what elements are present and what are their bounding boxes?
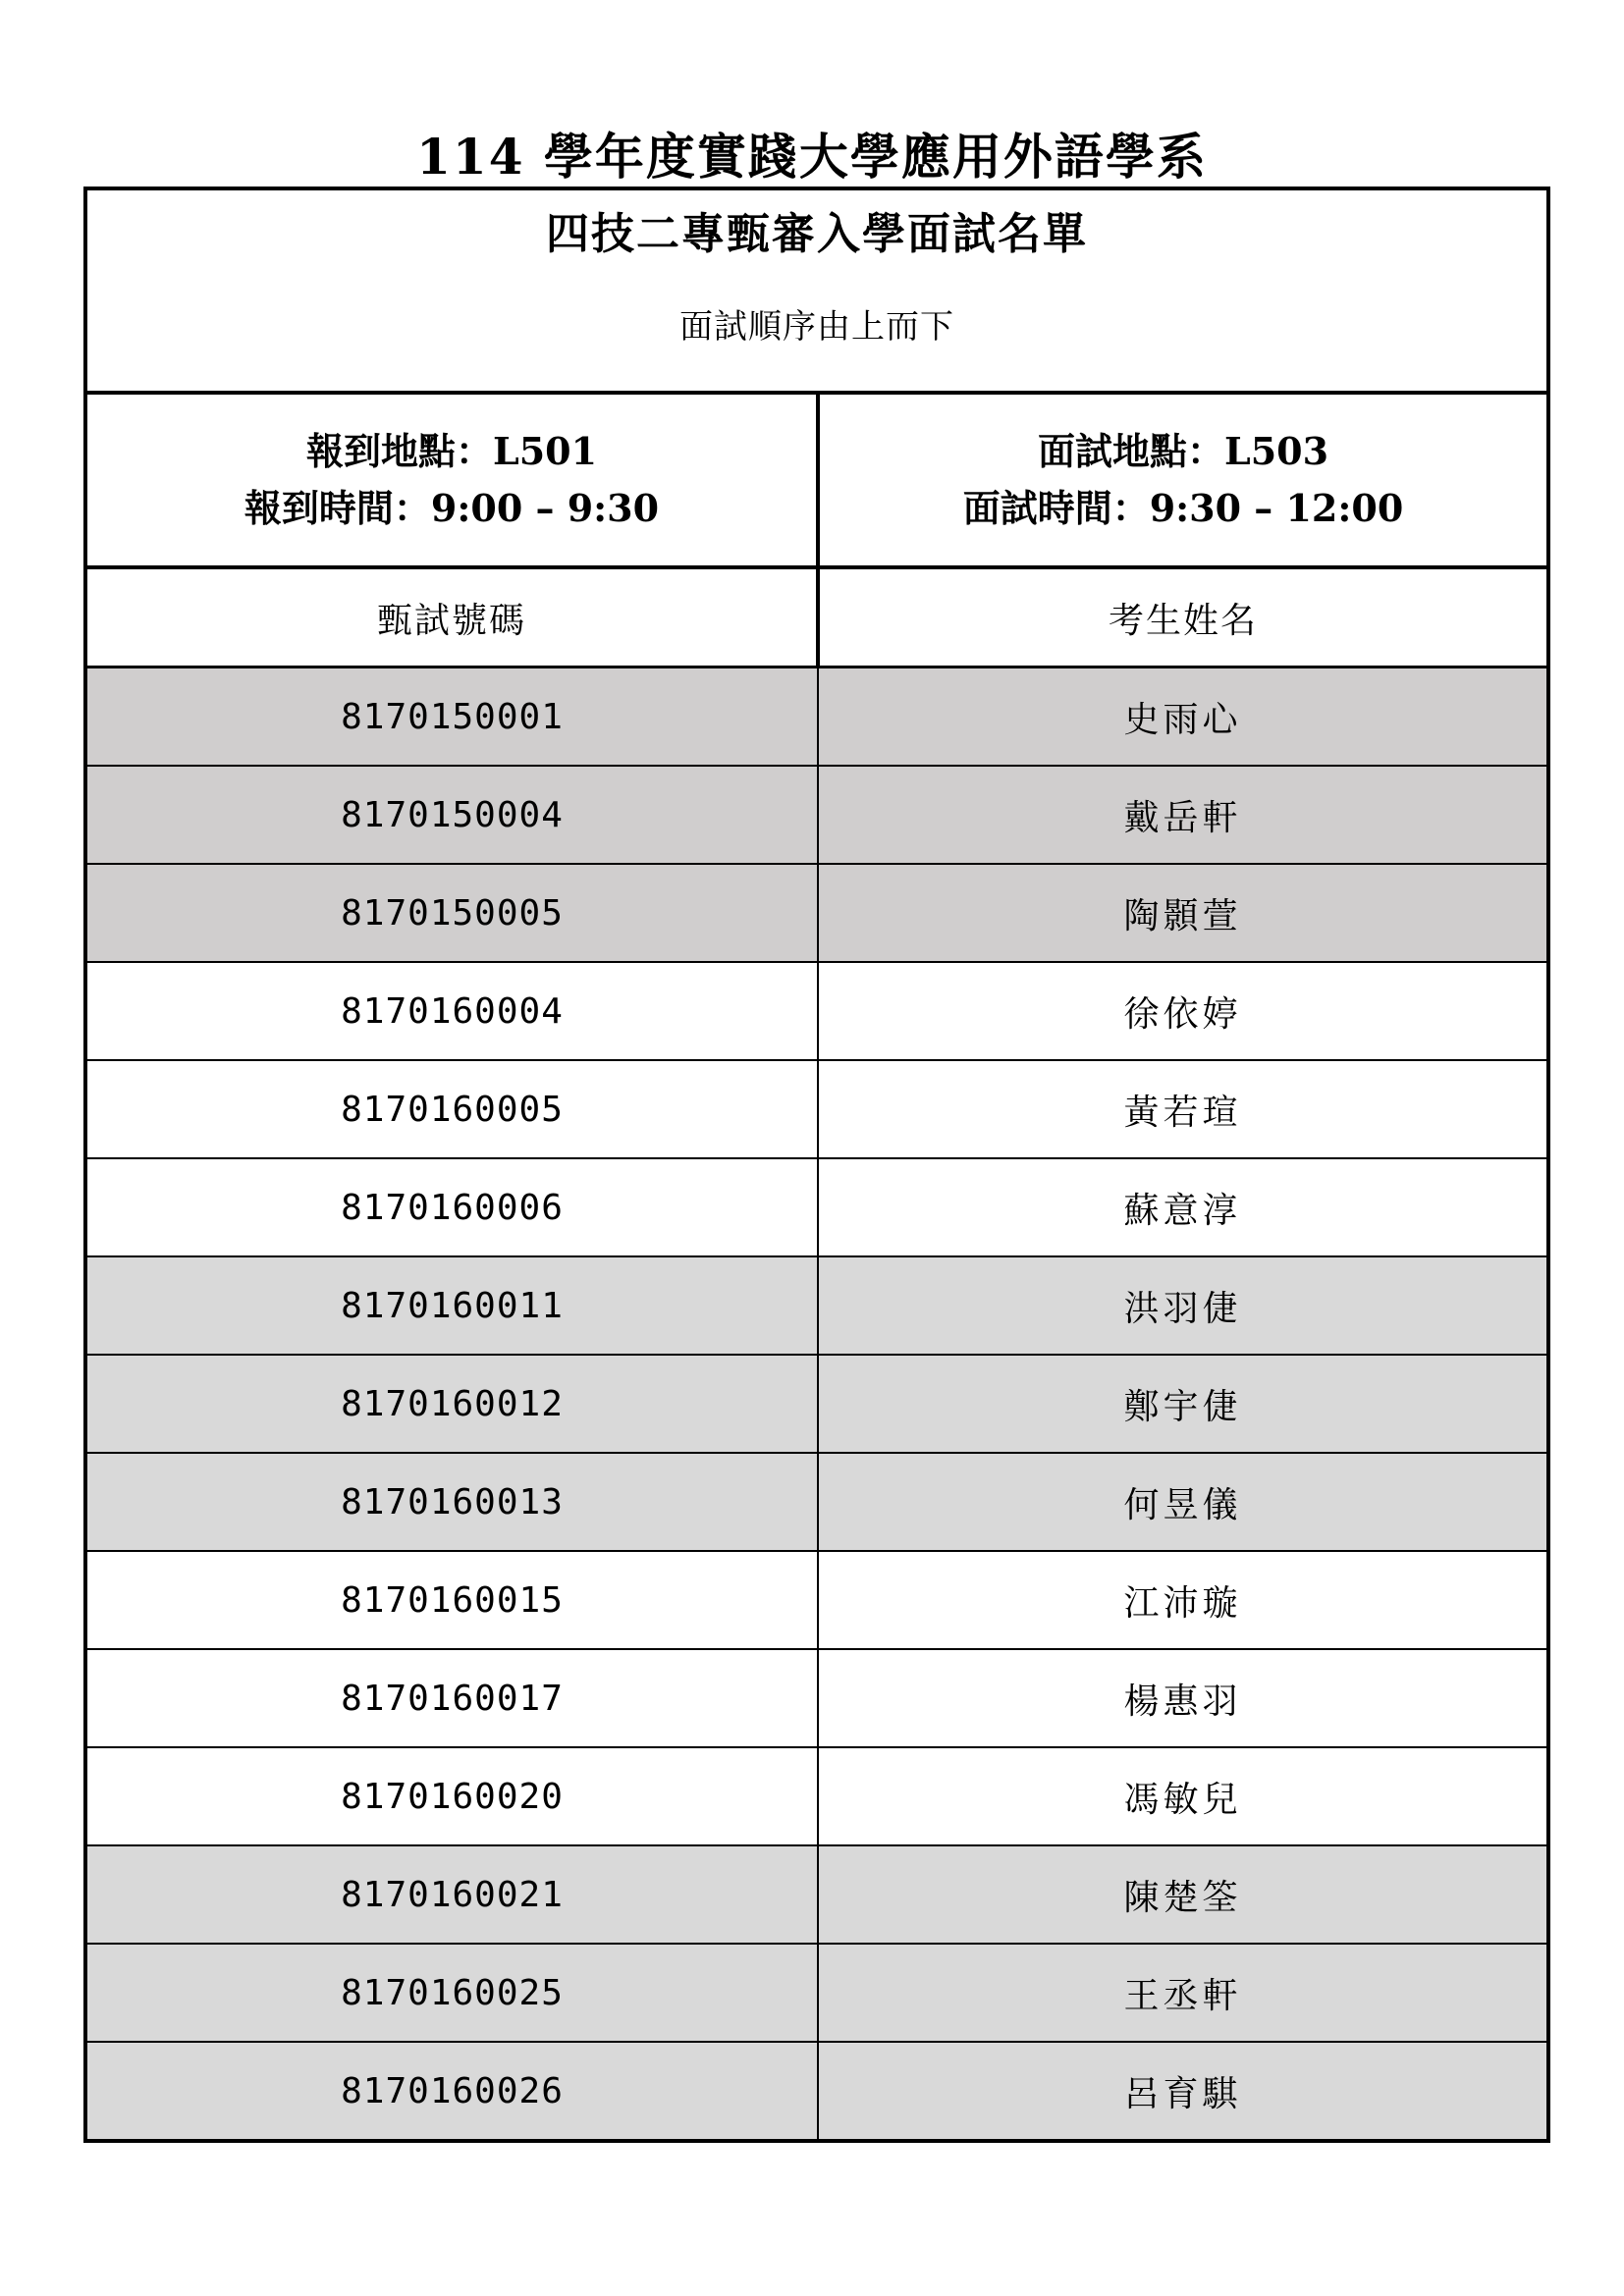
- applicant-name: 陳楚筌: [818, 1845, 1546, 1944]
- table-row: [87, 1944, 1546, 2042]
- applicant-id: 8170160006: [87, 1158, 818, 1256]
- applicant-name: 江沛璇: [818, 1551, 1546, 1649]
- checkin-info: [87, 393, 818, 567]
- table-row: [87, 1355, 1546, 1453]
- applicant-id: 8170160015: [87, 1551, 818, 1649]
- applicant-name: 蘇意淳: [818, 1158, 1546, 1256]
- document-subtitle: 四技二專甄審入學面試名單: [546, 209, 1088, 259]
- applicant-name: 王丞軒: [818, 1944, 1546, 2042]
- applicant-name: 呂育騏: [818, 2042, 1546, 2139]
- page-title: 114 學年度實踐大學應用外語學系: [416, 128, 1208, 186]
- table-row: [87, 1256, 1546, 1355]
- table-row: [87, 1649, 1546, 1747]
- applicant-id: 8170150004: [87, 766, 818, 864]
- column-header-name: 考生姓名: [818, 567, 1546, 667]
- table-row: [87, 1747, 1546, 1845]
- applicant-name: 何昱儀: [818, 1453, 1546, 1551]
- applicant-id: 8170150001: [87, 667, 818, 767]
- table-row: [87, 766, 1546, 864]
- table-row: [87, 1060, 1546, 1158]
- applicant-name: 陶顥萱: [818, 864, 1546, 962]
- table-row: [87, 962, 1546, 1060]
- table-row: [87, 1845, 1546, 1944]
- checkin-time: 報到時間：9:00 – 9:30: [244, 486, 660, 530]
- table-row: [87, 864, 1546, 962]
- applicant-name: 徐依婷: [818, 962, 1546, 1060]
- applicant-name: 楊惠羽: [818, 1649, 1546, 1747]
- table-row: [87, 1551, 1546, 1649]
- applicant-id: 8170150005: [87, 864, 818, 962]
- applicant-name: 馮敏兒: [818, 1747, 1546, 1845]
- applicant-name: 洪羽倢: [818, 1256, 1546, 1355]
- applicant-id: 8170160021: [87, 1845, 818, 1944]
- applicant-id: 8170160011: [87, 1256, 818, 1355]
- interview-info: [818, 393, 1546, 567]
- table-row: [87, 1158, 1546, 1256]
- applicant-id: 8170160017: [87, 1649, 818, 1747]
- applicant-id: 8170160020: [87, 1747, 818, 1845]
- table-row: [87, 2042, 1546, 2139]
- applicant-id: 8170160004: [87, 962, 818, 1060]
- interview-time: 面試時間：9:30 – 12:00: [962, 486, 1404, 530]
- applicant-id: 8170160025: [87, 1944, 818, 2042]
- applicant-id: 8170160012: [87, 1355, 818, 1453]
- applicant-name: 戴岳軒: [818, 766, 1546, 864]
- interview-list-table: [83, 187, 1550, 2143]
- table-row: [87, 1453, 1546, 1551]
- applicant-name: 鄭宇倢: [818, 1355, 1546, 1453]
- interview-order-note: 面試順序由上而下: [679, 307, 954, 347]
- column-header-id: 甄試號碼: [87, 567, 818, 667]
- interview-location: 面試地點：L503: [1037, 429, 1329, 473]
- checkin-location: 報到地點：L501: [305, 429, 598, 473]
- applicant-id: 8170160013: [87, 1453, 818, 1551]
- applicant-id: 8170160005: [87, 1060, 818, 1158]
- applicant-name: 史雨心: [818, 667, 1546, 767]
- header-block: [87, 190, 1546, 393]
- applicant-id: 8170160026: [87, 2042, 818, 2139]
- applicant-name: 黃若瑄: [818, 1060, 1546, 1158]
- table-row: [87, 667, 1546, 767]
